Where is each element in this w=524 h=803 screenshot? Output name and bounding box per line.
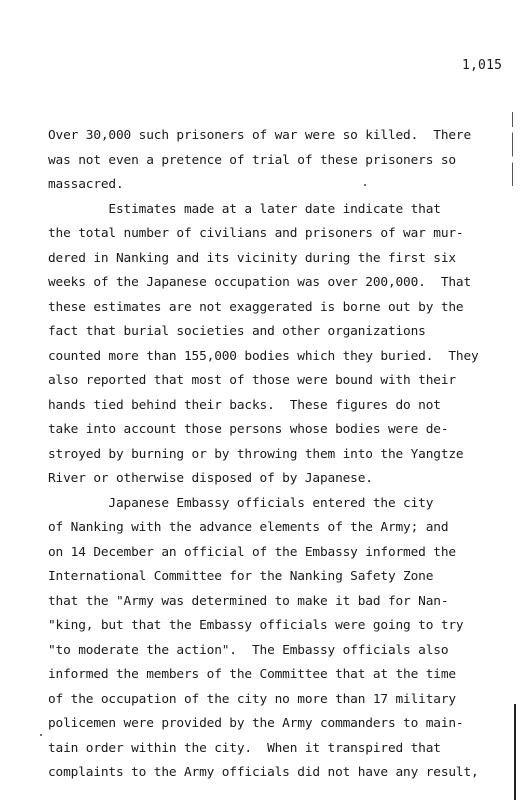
text-line: "king, but that the Embassy officials were going to try [48,618,464,633]
text-line: was not even a pretence of trial of these prisoners so [48,152,456,168]
text-line: "to moderate the action". The Embassy officials also [48,642,449,658]
margin-scan-mark [514,704,516,800]
text-line: complaints to the Army officials did not have any result, [48,765,479,780]
body-text [48,124,508,786]
text-line: dered in Nanking and its vicinity during the first six [48,250,456,266]
text-line: Over 30,000 such prisoners of war were so killed. There [48,128,472,143]
text-line: also reported that most of those were bound with their [48,373,456,388]
text-line: stroyed by burning or by throwing them into the Yangtze [48,446,464,462]
text-line: that the "Army was determined to make it bad for Nan- [48,593,449,609]
text-line: on 14 December an official of the Embassy informed the [48,544,456,560]
text-line: Estimates made at a later date indicate that [48,201,441,217]
text-line: River or otherwise disposed of by Japanese. [48,471,373,486]
text-line: the total number of civilians and prisoners of war mur- [48,226,464,241]
page-number: 1,015 [462,58,503,73]
text-line: weeks of the Japanese occupation was over 200,000. That [48,275,472,290]
text-line: hands tied behind their backs. These figures do not [48,397,441,413]
text-line: massacred. [48,177,124,192]
text-line: these estimates are not exaggerated is borne out by the [48,299,464,315]
text-line: International Committee for the Nanking Safety Zone [48,569,434,584]
text-line: counted more than 155,000 bodies which they buried. They [48,348,479,364]
scan-speck [40,734,42,736]
text-line: of the occupation of the city no more than 17 military [48,691,456,707]
text-line: policemen were provided by the Army commanders to main- [48,716,464,731]
text-line: Japanese Embassy officials entered the city [48,495,434,511]
scan-speck [364,184,366,186]
text-line: tain order within the city. When it transpired that [48,740,441,756]
text-line: of Nanking with the advance elements of the Army; and [48,520,449,535]
margin-scan-mark [512,112,513,186]
text-line: fact that burial societies and other organizations [48,324,426,339]
text-line: informed the members of the Committee that at the time [48,667,456,682]
text-line: take into account those persons whose bodies were de- [48,422,449,437]
